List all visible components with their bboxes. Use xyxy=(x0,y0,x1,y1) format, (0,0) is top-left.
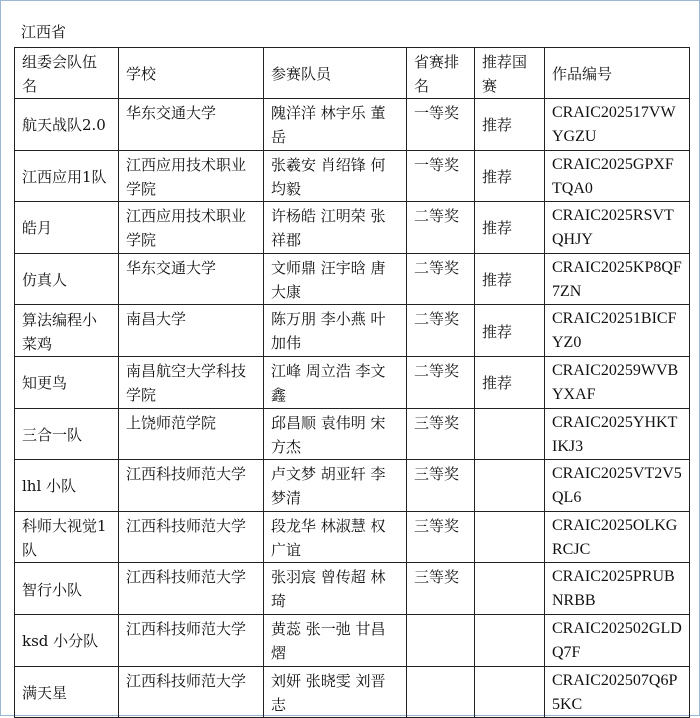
cell-team: 科师大视觉1队 xyxy=(15,511,119,563)
cell-recommend: 推荐 xyxy=(475,150,545,202)
table-row xyxy=(15,563,690,615)
cell-rank: 三等奖 xyxy=(407,511,475,563)
cell-members: 江峰 周立浩 李文鑫 xyxy=(264,356,407,408)
cell-team: ksd 小分队 xyxy=(15,614,119,666)
cell-code: CRAIC2025KP8QF7ZN xyxy=(545,253,690,305)
cell-code: CRAIC202517VWYGZU xyxy=(545,99,690,151)
cell-rank: 二等奖 xyxy=(407,202,475,254)
cell-rank: 一等奖 xyxy=(407,99,475,151)
cell-team: 智行小队 xyxy=(15,563,119,615)
header-members: 参赛队员 xyxy=(264,48,407,99)
awards-table xyxy=(14,47,690,718)
cell-recommend: 推荐 xyxy=(475,356,545,408)
cell-members: 陈万朋 李小燕 叶加伟 xyxy=(264,305,407,357)
cell-school: 江西应用技术职业学院 xyxy=(119,150,264,202)
cell-code: CRAIC2025PRUBNRBB xyxy=(545,563,690,615)
cell-school: 江西科技师范大学 xyxy=(119,563,264,615)
cell-recommend: 推荐 xyxy=(475,253,545,305)
cell-team: 皓月 xyxy=(15,202,119,254)
table-row xyxy=(15,150,690,202)
cell-team: 仿真人 xyxy=(15,253,119,305)
header-code: 作品编号 xyxy=(545,48,690,99)
cell-code: CRAIC20259WVBYXAF xyxy=(545,356,690,408)
cell-recommend xyxy=(475,563,545,615)
cell-team: 算法编程小菜鸡 xyxy=(15,305,119,357)
table-row xyxy=(15,305,690,357)
cell-members: 张羲安 肖绍锋 何均毅 xyxy=(264,150,407,202)
cell-school: 南昌大学 xyxy=(119,305,264,357)
cell-rank xyxy=(407,666,475,718)
table-row xyxy=(15,460,690,512)
table-row xyxy=(15,253,690,305)
header-school: 学校 xyxy=(119,48,264,99)
cell-rank: 三等奖 xyxy=(407,408,475,460)
header-rank: 省赛排名 xyxy=(407,48,475,99)
table-row xyxy=(15,202,690,254)
cell-recommend xyxy=(475,666,545,718)
cell-rank: 二等奖 xyxy=(407,356,475,408)
cell-code: CRAIC20251BICFYZ0 xyxy=(545,305,690,357)
cell-members: 张羽宸 曾传超 林琦 xyxy=(264,563,407,615)
table-row xyxy=(15,666,690,718)
cell-school: 上饶师范学院 xyxy=(119,408,264,460)
cell-code: CRAIC2025VT2V5QL6 xyxy=(545,460,690,512)
cell-recommend xyxy=(475,614,545,666)
header-team: 组委会队伍名 xyxy=(15,48,119,99)
cell-team: 满天星 xyxy=(15,666,119,718)
cell-code: CRAIC2025GPXFTQA0 xyxy=(545,150,690,202)
cell-rank: 二等奖 xyxy=(407,305,475,357)
cell-rank: 一等奖 xyxy=(407,150,475,202)
cell-code: CRAIC2025OLKGRCJC xyxy=(545,511,690,563)
cell-code: CRAIC2025YHKTIKJ3 xyxy=(545,408,690,460)
cell-recommend xyxy=(475,460,545,512)
cell-school: 江西科技师范大学 xyxy=(119,614,264,666)
cell-school: 江西科技师范大学 xyxy=(119,460,264,512)
table-header-row xyxy=(15,48,690,99)
cell-school: 南昌航空大学科技学院 xyxy=(119,356,264,408)
cell-members: 文师鼎 汪宇晗 唐大康 xyxy=(264,253,407,305)
cell-team: 航天战队2.0 xyxy=(15,99,119,151)
cell-members: 黄蕊 张一弛 甘昌熠 xyxy=(264,614,407,666)
cell-code: CRAIC202507Q6P5KC xyxy=(545,666,690,718)
header-recommend: 推荐国赛 xyxy=(475,48,545,99)
cell-rank: 三等奖 xyxy=(407,563,475,615)
table-row xyxy=(15,356,690,408)
cell-members: 刘妍 张晓雯 刘晋志 xyxy=(264,666,407,718)
cell-rank: 二等奖 xyxy=(407,253,475,305)
cell-members: 许杨皓 江明荣 张祥郡 xyxy=(264,202,407,254)
cell-school: 华东交通大学 xyxy=(119,99,264,151)
cell-school: 华东交通大学 xyxy=(119,253,264,305)
cell-recommend: 推荐 xyxy=(475,305,545,357)
table-row xyxy=(15,408,690,460)
cell-team: 江西应用1队 xyxy=(15,150,119,202)
cell-team: 三合一队 xyxy=(15,408,119,460)
cell-members: 隗洋洋 林宇乐 董岳 xyxy=(264,99,407,151)
cell-school: 江西科技师范大学 xyxy=(119,511,264,563)
cell-team: 知更鸟 xyxy=(15,356,119,408)
cell-members: 段龙华 林淑慧 权广谊 xyxy=(264,511,407,563)
cell-recommend xyxy=(475,408,545,460)
cell-code: CRAIC2025RSVTQHJY xyxy=(545,202,690,254)
table-row xyxy=(15,99,690,151)
cell-members: 邱昌顺 袁伟明 宋方杰 xyxy=(264,408,407,460)
cell-rank: 三等奖 xyxy=(407,460,475,512)
province-title: 江西省 xyxy=(21,23,67,41)
cell-school: 江西应用技术职业学院 xyxy=(119,202,264,254)
table-row xyxy=(15,511,690,563)
cell-recommend xyxy=(475,511,545,563)
cell-recommend: 推荐 xyxy=(475,202,545,254)
cell-team: lhl 小队 xyxy=(15,460,119,512)
table-row xyxy=(15,614,690,666)
cell-rank xyxy=(407,614,475,666)
cell-recommend: 推荐 xyxy=(475,99,545,151)
cell-school: 江西科技师范大学 xyxy=(119,666,264,718)
cell-code: CRAIC202502GLDQ7F xyxy=(545,614,690,666)
cell-members: 卢文梦 胡亚轩 李梦清 xyxy=(264,460,407,512)
